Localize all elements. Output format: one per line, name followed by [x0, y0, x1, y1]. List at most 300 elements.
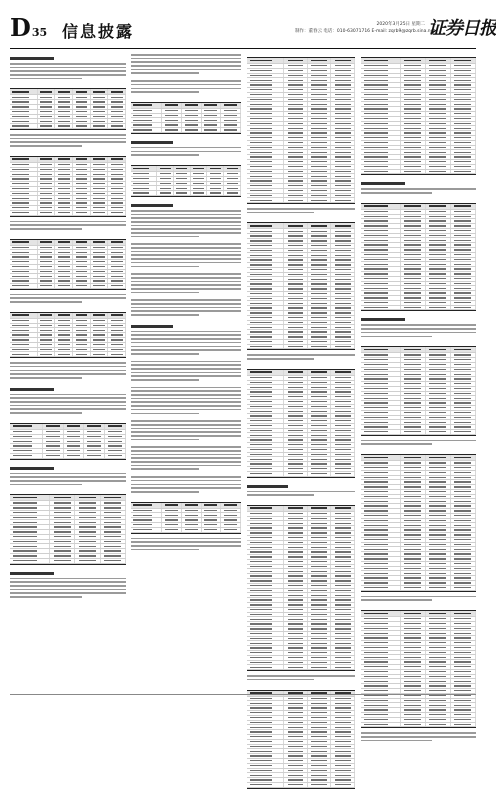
table-cell	[308, 632, 332, 636]
text-line	[10, 476, 126, 478]
table-cell	[401, 455, 426, 460]
table-cell	[55, 284, 73, 288]
table-cell	[55, 124, 73, 128]
table-cell	[10, 119, 38, 123]
table-cell	[308, 565, 332, 569]
table-cell	[426, 353, 451, 357]
text-line	[131, 254, 241, 256]
table-cell	[361, 262, 401, 266]
table-cell	[247, 122, 284, 126]
table-cell	[247, 759, 284, 763]
text-line	[361, 596, 476, 598]
table-cell	[55, 163, 73, 167]
table-cell	[401, 571, 426, 575]
table-cell	[426, 514, 451, 518]
table-cell	[426, 538, 451, 542]
table-cell	[426, 641, 451, 645]
table-cell	[401, 117, 426, 121]
table-cell	[101, 495, 126, 500]
table-cell	[401, 347, 426, 352]
table-cell	[247, 239, 284, 243]
table-cell	[38, 338, 56, 342]
table-cell	[451, 689, 476, 693]
table-cell	[247, 282, 284, 286]
table-cell	[224, 172, 241, 176]
table-cell	[361, 267, 401, 271]
table-cell	[91, 163, 109, 167]
table-cell	[308, 69, 332, 73]
table-cell	[38, 250, 56, 254]
text-paragraph	[10, 362, 126, 384]
table-cell	[284, 745, 308, 749]
table-cell	[207, 172, 224, 176]
table-cell	[426, 306, 451, 310]
table-cell	[451, 387, 476, 391]
text-line	[131, 413, 199, 415]
table-cell	[247, 268, 284, 272]
table-cell	[38, 124, 56, 128]
table-cell	[308, 665, 332, 669]
table-cell	[361, 165, 401, 169]
table-cell	[55, 279, 73, 283]
table-cell	[247, 697, 284, 701]
table-cell	[284, 83, 308, 87]
table-cell	[451, 538, 476, 542]
text-line	[10, 294, 126, 296]
table-cell	[43, 430, 64, 434]
table-cell	[361, 461, 401, 465]
table-cell	[38, 255, 56, 259]
table-cell	[331, 778, 355, 782]
table-cell	[182, 103, 202, 108]
table-cell	[38, 265, 56, 269]
table-cell	[451, 651, 476, 655]
table-cell	[247, 646, 284, 650]
table-cell	[284, 376, 308, 380]
table-cell	[55, 328, 73, 332]
table-cell	[247, 198, 284, 202]
table-cell	[91, 313, 109, 318]
table-cell	[451, 543, 476, 547]
text-line	[361, 599, 432, 601]
table-cell	[426, 567, 451, 571]
table-cell	[247, 189, 284, 193]
table-cell	[308, 769, 332, 773]
table-cell	[361, 430, 401, 434]
table-cell	[55, 177, 73, 181]
table-row	[247, 345, 355, 350]
table-cell	[284, 730, 308, 734]
text-line	[131, 401, 241, 403]
table-row	[361, 430, 476, 435]
table-cell	[38, 177, 56, 181]
table-cell	[101, 530, 126, 534]
table-cell	[73, 100, 91, 104]
table-cell	[55, 182, 73, 186]
table-cell	[401, 210, 426, 214]
table-cell	[10, 172, 38, 176]
table-cell	[401, 286, 426, 290]
table-cell	[247, 656, 284, 660]
table-cell	[10, 535, 50, 539]
table-cell	[451, 509, 476, 513]
table-row	[361, 723, 476, 728]
table-cell	[50, 530, 75, 534]
table-cell	[451, 347, 476, 352]
table-cell	[221, 123, 241, 127]
table-cell	[73, 177, 91, 181]
table-cell	[361, 466, 401, 470]
table-cell	[73, 157, 91, 162]
table-cell	[331, 223, 355, 228]
table-cell	[64, 449, 85, 453]
table-cell	[451, 234, 476, 238]
table-cell	[284, 107, 308, 111]
table-cell	[284, 661, 308, 665]
table-cell	[401, 519, 426, 523]
table-cell	[162, 523, 182, 527]
table-cell	[284, 292, 308, 296]
table-cell	[284, 301, 308, 305]
table-cell	[308, 701, 332, 705]
text-paragraph	[361, 315, 476, 343]
table-cell	[331, 189, 355, 193]
table-cell	[284, 249, 308, 253]
table-cell	[401, 396, 426, 400]
text-line	[131, 538, 241, 540]
paragraph-subhead	[10, 388, 54, 391]
table-cell	[73, 196, 91, 200]
table-cell	[308, 311, 332, 315]
table-cell	[401, 723, 426, 727]
table-cell	[64, 444, 85, 448]
text-paragraph	[10, 54, 126, 85]
table-cell	[284, 311, 308, 315]
table-cell	[401, 689, 426, 693]
table-cell	[308, 467, 332, 471]
table-cell	[331, 58, 355, 63]
text-line	[131, 292, 199, 294]
table-cell	[308, 405, 332, 409]
table-cell	[55, 115, 73, 119]
table-cell	[308, 617, 332, 621]
table-cell	[284, 521, 308, 525]
table-cell	[451, 675, 476, 679]
table-cell	[108, 343, 126, 347]
table-cell	[331, 764, 355, 768]
table-cell	[401, 296, 426, 300]
table-cell	[401, 282, 426, 286]
table-cell	[361, 358, 401, 362]
table-cell	[401, 131, 426, 135]
table-cell	[108, 163, 126, 167]
table-cell	[73, 206, 91, 210]
table-cell	[247, 174, 284, 178]
text-paragraph	[10, 464, 126, 492]
table-cell	[10, 255, 38, 259]
table-cell	[101, 501, 126, 505]
text-line	[131, 457, 241, 459]
table-cell	[451, 523, 476, 527]
table-cell	[331, 376, 355, 380]
table-cell	[247, 617, 284, 621]
table-cell	[64, 454, 85, 458]
table-cell	[10, 435, 43, 439]
table-cell	[451, 611, 476, 616]
table-cell	[401, 622, 426, 626]
table-cell	[162, 528, 182, 532]
table-cell	[401, 430, 426, 434]
column-4	[361, 54, 476, 694]
table-cell	[247, 330, 284, 334]
table-cell	[426, 562, 451, 566]
table-cell	[247, 735, 284, 739]
text-paragraph	[131, 538, 241, 557]
table-cell	[284, 253, 308, 257]
table-cell	[284, 701, 308, 705]
table-cell	[401, 387, 426, 391]
table-cell	[426, 58, 451, 63]
table-cell	[401, 363, 426, 367]
table-cell	[308, 613, 332, 617]
table-cell	[331, 506, 355, 511]
table-cell	[401, 219, 426, 223]
table-cell	[331, 239, 355, 243]
table-cell	[38, 105, 56, 109]
table-cell	[284, 541, 308, 545]
section-title: 信息披露	[62, 22, 135, 41]
table-cell	[38, 100, 56, 104]
table-cell	[401, 58, 426, 63]
table-cell	[451, 248, 476, 252]
table-cell	[308, 239, 332, 243]
table-cell	[401, 248, 426, 252]
table-cell	[91, 211, 109, 215]
text-line	[131, 214, 241, 216]
table-cell	[451, 282, 476, 286]
table-cell	[73, 182, 91, 186]
text-line	[247, 354, 355, 356]
table-cell	[426, 286, 451, 290]
table-cell	[10, 196, 38, 200]
text-paragraph	[247, 675, 355, 686]
table-cell	[361, 150, 401, 154]
table-cell	[331, 258, 355, 262]
table-cell	[426, 651, 451, 655]
table-row	[247, 783, 355, 788]
table-cell	[10, 201, 38, 205]
table-cell	[361, 699, 401, 703]
table-cell	[308, 506, 332, 511]
text-line	[131, 405, 241, 407]
table-cell	[401, 699, 426, 703]
table-cell	[401, 353, 426, 357]
table-cell	[361, 363, 401, 367]
text-paragraph	[247, 208, 355, 219]
table-cell	[401, 382, 426, 386]
table-cell	[284, 165, 308, 169]
table-cell	[55, 196, 73, 200]
table-cell	[247, 390, 284, 394]
table-cell	[73, 211, 91, 215]
text-line	[131, 361, 241, 363]
table-cell	[221, 509, 241, 513]
table-cell	[361, 471, 401, 475]
table-cell	[131, 103, 162, 108]
table-cell	[308, 526, 332, 530]
table-cell	[401, 229, 426, 233]
table-cell	[308, 155, 332, 159]
table-cell	[75, 495, 100, 500]
publication-date: 2020年3月25日 星期二	[376, 22, 425, 27]
table-cell	[308, 325, 332, 329]
table-cell	[221, 118, 241, 122]
table-cell	[426, 282, 451, 286]
table-cell	[308, 438, 332, 442]
table-cell	[55, 89, 73, 94]
text-paragraph	[10, 569, 126, 604]
table-cell	[182, 513, 202, 517]
table-cell	[451, 430, 476, 434]
table-cell	[10, 439, 43, 443]
table-cell	[331, 598, 355, 602]
text-line	[131, 147, 241, 149]
text-paragraph	[247, 482, 355, 502]
table-cell	[247, 740, 284, 744]
table-cell	[308, 244, 332, 248]
table-cell	[50, 559, 75, 563]
table-cell	[426, 396, 451, 400]
text-line	[10, 589, 126, 591]
table-cell	[10, 511, 50, 515]
text-line	[131, 277, 241, 279]
table-cell	[108, 319, 126, 323]
text-paragraph	[131, 476, 241, 498]
table-cell	[284, 381, 308, 385]
table-cell	[108, 196, 126, 200]
table-cell	[361, 476, 401, 480]
text-paragraph	[131, 138, 241, 162]
table-cell	[284, 316, 308, 320]
table-cell	[101, 559, 126, 563]
table-cell	[224, 177, 241, 181]
table-cell	[426, 622, 451, 626]
table-cell	[247, 457, 284, 461]
table-cell	[401, 150, 426, 154]
table-cell	[284, 146, 308, 150]
table-cell	[131, 528, 162, 532]
text-line	[131, 243, 241, 245]
table-cell	[157, 177, 174, 181]
table-cell	[451, 372, 476, 376]
table-cell	[401, 301, 426, 305]
table-cell	[247, 385, 284, 389]
table-cell	[308, 716, 332, 720]
table-cell	[426, 64, 451, 68]
table-cell	[38, 333, 56, 337]
table-cell	[247, 297, 284, 301]
data-table	[247, 222, 355, 350]
table-cell	[308, 448, 332, 452]
table-cell	[361, 131, 401, 135]
table-cell	[108, 206, 126, 210]
table-cell	[38, 196, 56, 200]
table-cell	[284, 438, 308, 442]
table-cell	[426, 150, 451, 154]
table-cell	[308, 102, 332, 106]
table-cell	[308, 706, 332, 710]
table-cell	[308, 179, 332, 183]
table-cell	[426, 485, 451, 489]
text-line	[131, 346, 241, 348]
table-cell	[308, 277, 332, 281]
table-cell	[308, 651, 332, 655]
table-cell	[426, 83, 451, 87]
table-cell	[162, 128, 182, 132]
table-cell	[426, 204, 451, 209]
text-line	[361, 443, 432, 445]
table-cell	[284, 385, 308, 389]
table-cell	[401, 514, 426, 518]
table-cell	[426, 74, 451, 78]
table-cell	[50, 516, 75, 520]
table-cell	[73, 110, 91, 114]
table-cell	[284, 198, 308, 202]
table-cell	[91, 255, 109, 259]
table-cell	[284, 335, 308, 339]
table-cell	[247, 661, 284, 665]
table-cell	[247, 579, 284, 583]
table-cell	[451, 679, 476, 683]
table-cell	[108, 172, 126, 176]
table-cell	[284, 170, 308, 174]
table-cell	[361, 713, 401, 717]
publication-info	[295, 21, 436, 35]
table-cell	[38, 343, 56, 347]
table-cell	[182, 118, 202, 122]
table-cell	[426, 679, 451, 683]
text-line	[131, 431, 241, 433]
table-cell	[426, 504, 451, 508]
table-cell	[284, 244, 308, 248]
table-cell	[331, 83, 355, 87]
table-cell	[73, 260, 91, 264]
table-cell	[38, 274, 56, 278]
table-cell	[451, 146, 476, 150]
table-cell	[331, 517, 355, 521]
table-cell	[308, 170, 332, 174]
table-cell	[247, 574, 284, 578]
table-cell	[131, 128, 162, 132]
table-cell	[426, 533, 451, 537]
table-cell	[91, 240, 109, 245]
text-paragraph	[131, 420, 241, 446]
table-cell	[162, 518, 182, 522]
table-cell	[331, 438, 355, 442]
table-cell	[401, 476, 426, 480]
table-cell	[308, 457, 332, 461]
table-cell	[43, 454, 64, 458]
text-line	[10, 585, 126, 587]
table-cell	[451, 102, 476, 106]
table-cell	[426, 88, 451, 92]
table-cell	[108, 265, 126, 269]
table-cell	[247, 107, 284, 111]
paragraph-subhead	[131, 325, 173, 328]
table-cell	[55, 260, 73, 264]
text-line	[131, 54, 241, 56]
table-cell	[426, 253, 451, 257]
